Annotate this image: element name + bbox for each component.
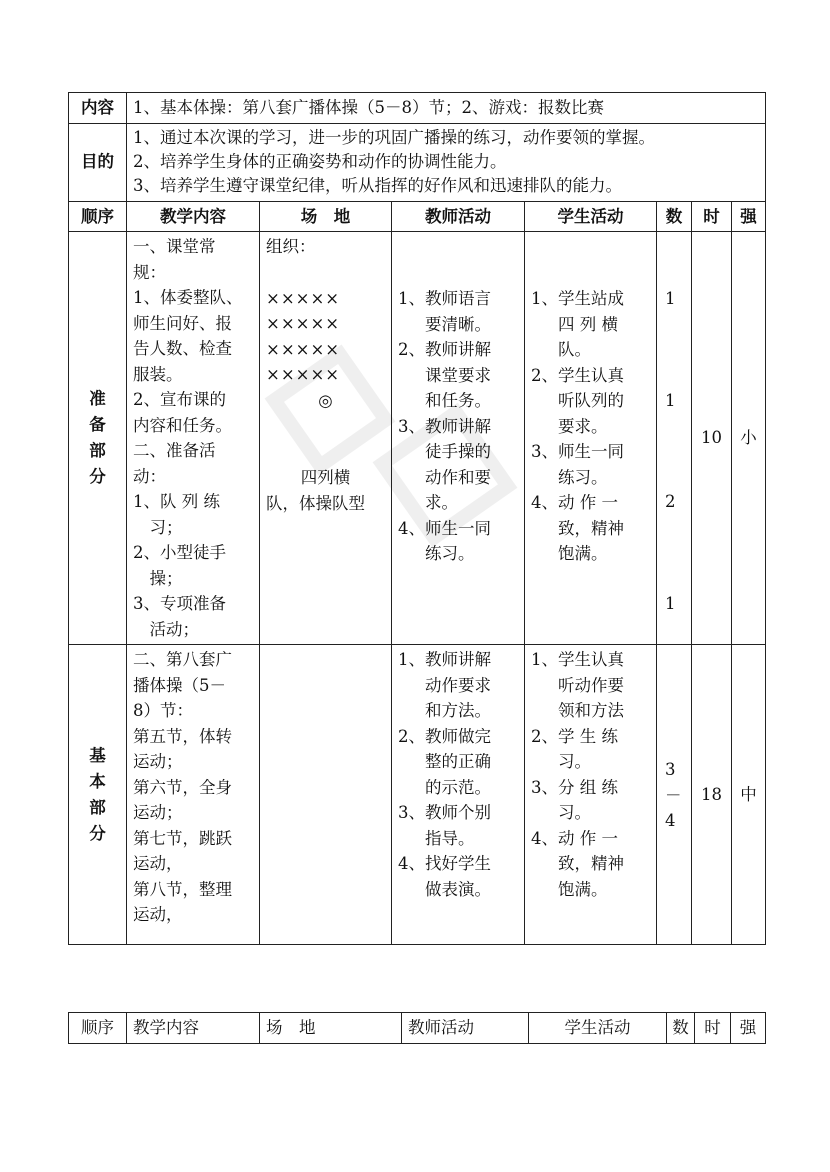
teacher-item: 2、 教师讲解 课堂要求 和任务。 (398, 340, 491, 410)
prep-content-line: 操； (133, 568, 183, 588)
purpose-label: 目的 (69, 123, 127, 201)
prep-content (127, 232, 260, 645)
header-intensity: 强 (732, 201, 766, 232)
prep-content-line: 1、体委整队、 (133, 288, 243, 307)
prep-intensity: 小 (732, 232, 766, 645)
prep-label-char: 准 (89, 389, 106, 408)
header-content: 教学内容 (127, 201, 260, 232)
prep-row (69, 232, 766, 645)
prep-label-char: 部 (89, 441, 106, 460)
teacher-position-icon: ◎ (318, 390, 333, 410)
prep-time: 10 (692, 232, 732, 645)
basic-content-line: 第五节，体转 (133, 726, 232, 746)
basic-counts (657, 645, 692, 945)
student-item: 4、 动 作 一 致，精神 饱满。 (531, 493, 624, 563)
student-item: 3、 师生一同 练习。 (531, 442, 624, 487)
header-time: 时 (695, 1013, 731, 1044)
lesson-plan-table (68, 92, 766, 945)
basic-label-char: 本 (89, 771, 106, 791)
count-value: 1 (665, 593, 676, 613)
second-table-header (68, 1012, 766, 1044)
prep-content-line: 服装。 (133, 364, 183, 384)
basic-content-line: 二、第八套广 (133, 650, 232, 669)
header-order: 顺序 (69, 201, 127, 232)
header-intensity: 强 (731, 1013, 766, 1044)
header-count: 数 (667, 1013, 695, 1044)
basic-time: 18 (692, 645, 732, 945)
prep-teacher-activities (392, 232, 525, 645)
prep-label (69, 232, 127, 645)
student-item: 1、 学生站成 四 列 横 队。 (531, 289, 624, 359)
basic-venue (260, 645, 392, 945)
purpose-line: 1、通过本次课的学习，进一步的巩固广播操的练习，动作要领的掌握。 (133, 127, 655, 147)
student-item: 4、 动 作 一 致，精神 饱满。 (531, 828, 624, 899)
basic-student-activities (525, 645, 657, 945)
header-time: 时 (692, 201, 732, 232)
teacher-item: 1、 教师语言 要清晰。 (398, 289, 491, 334)
content-label: 内容 (69, 93, 127, 124)
basic-teacher-activities (392, 645, 525, 945)
count-value: － (665, 785, 682, 805)
student-item: 3、 分 组 练 习。 (531, 777, 618, 822)
count-value: 1 (665, 390, 676, 410)
formation-grid (266, 286, 385, 388)
count-value: 1 (665, 289, 676, 308)
prep-content-line: 3、专项准备 (133, 594, 226, 613)
header-count: 数 (657, 201, 692, 232)
formation-row: ××××× (266, 314, 341, 333)
purpose-row (69, 123, 766, 201)
prep-content-line: 动： (133, 466, 166, 486)
basic-label-char: 部 (89, 797, 106, 817)
header-row (69, 201, 766, 232)
header-teacher: 教师活动 (392, 201, 525, 232)
header-content: 教学内容 (127, 1013, 260, 1044)
basic-content-line: 第七节，跳跃 (133, 828, 232, 848)
teacher-item: 3、 教师个别 指导。 (398, 803, 491, 848)
prep-student-activities (525, 232, 657, 645)
venue-caption: 四列横 (300, 468, 351, 487)
header-venue: 场 地 (260, 201, 392, 232)
header-venue: 场 地 (260, 1013, 402, 1044)
prep-label-char: 分 (89, 467, 106, 486)
count-value: 4 (665, 811, 676, 831)
prep-content-line: 2、宣布课的 (133, 390, 226, 409)
content-text: 1、基本体操：第八套广播体操（5－8）节；2、游戏：报数比赛 (127, 93, 766, 124)
basic-label (69, 645, 127, 945)
basic-content-line: 运动； (133, 803, 183, 822)
basic-content-line: 运动， (133, 905, 183, 924)
header-teacher: 教师活动 (402, 1013, 529, 1044)
formation-row: ××××× (266, 339, 341, 359)
prep-content-line: 活动； (133, 619, 199, 639)
basic-content-line: 播体操（5－ (133, 675, 226, 695)
basic-row (69, 645, 766, 945)
prep-counts (657, 232, 692, 645)
teacher-item: 4、 师生一同 练习。 (398, 518, 491, 563)
count-value: 3 (665, 760, 676, 780)
prep-content-line: 一、课堂常 (133, 237, 216, 256)
prep-content-line: 二、准备活 (133, 441, 216, 460)
prep-content-line: 习； (133, 517, 183, 537)
prep-label-char: 备 (89, 415, 106, 434)
header-student: 学生活动 (529, 1013, 667, 1044)
venue-title: 组织： (266, 237, 316, 256)
basic-content-line: 运动； (133, 752, 183, 771)
formation-row: ××××× (266, 288, 341, 308)
basic-label-char: 基 (89, 745, 106, 765)
prep-content-line: 2、小型徒手 (133, 543, 226, 562)
header-student: 学生活动 (525, 201, 657, 232)
student-item: 2、 学 生 练 习。 (531, 726, 618, 771)
basic-content-line: 第八节，整理 (133, 879, 232, 899)
purpose-text (127, 123, 766, 201)
teacher-item: 3、 教师讲解 徒手操的 动作和要 求。 (398, 416, 491, 512)
prep-content-line: 师生问好、报 (133, 313, 232, 333)
basic-content-line: 8）节： (133, 701, 193, 720)
count-value: 2 (665, 492, 676, 511)
basic-content-line: 运动， (133, 854, 183, 873)
teacher-item: 2、 教师做完 整的正确 的示范。 (398, 726, 491, 797)
basic-content (127, 645, 260, 945)
purpose-line: 2、培养学生身体的正确姿势和动作的协调性能力。 (133, 151, 507, 171)
basic-label-char: 分 (89, 823, 106, 843)
student-item: 1、 学生认真 听动作要 领和方法 (531, 650, 624, 720)
purpose-line: 3、培养学生遵守课堂纪律，听从指挥的好作风和迅速排队的能力。 (133, 175, 622, 195)
teacher-item: 1、 教师讲解 动作要求 和方法。 (398, 650, 491, 720)
prep-content-line: 规： (133, 262, 166, 282)
basic-intensity: 中 (732, 645, 766, 945)
prep-content-line: 内容和任务。 (133, 415, 232, 435)
formation-row: ××××× (266, 365, 341, 384)
prep-content-line: 1、队 列 练 (133, 492, 220, 511)
student-item: 2、 学生认真 听队列的 要求。 (531, 365, 624, 436)
prep-content-line: 告人数、检查 (133, 339, 232, 358)
basic-content-line: 第六节，全身 (133, 777, 232, 797)
venue-caption: 队，体操队型 (266, 493, 365, 513)
prep-venue (260, 232, 392, 645)
header-order: 顺序 (69, 1013, 127, 1044)
teacher-item: 4、 找好学生 做表演。 (398, 854, 491, 899)
content-row (69, 93, 766, 124)
